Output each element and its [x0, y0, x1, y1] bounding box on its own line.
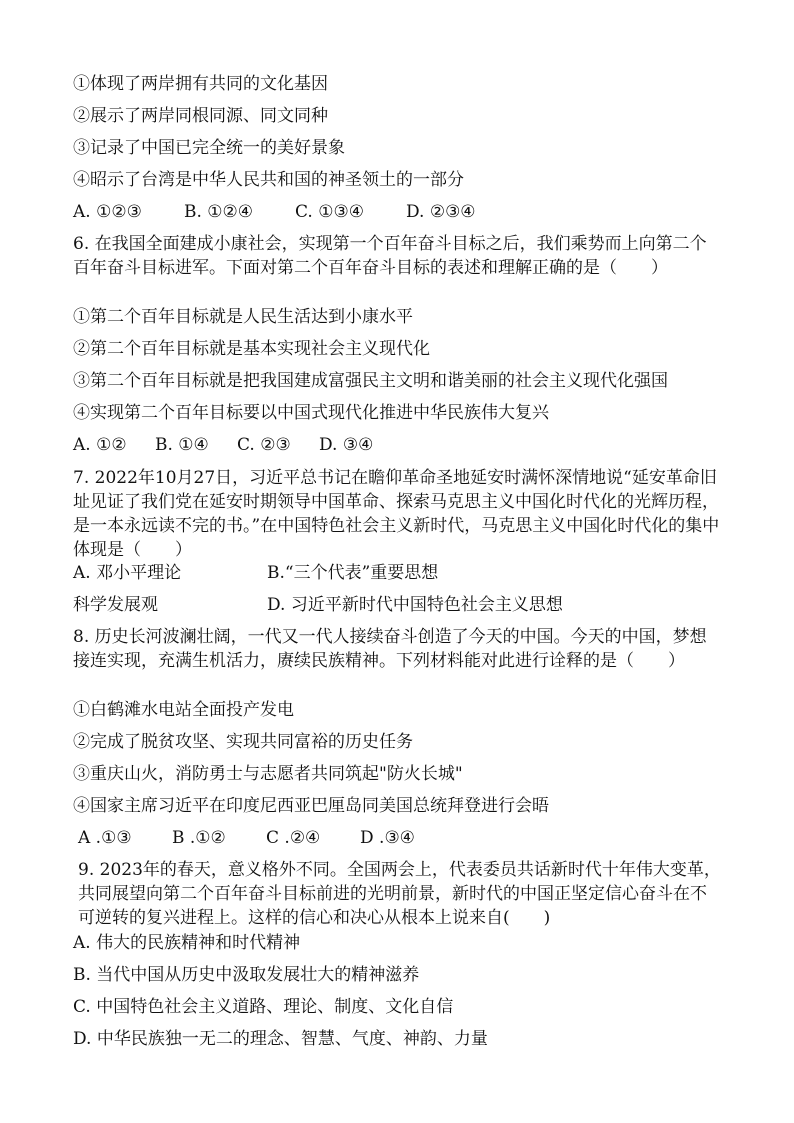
q6-option-d: D. ③④	[319, 435, 374, 455]
q6-statement-4: ④实现第二个百年目标要以中国式现代化推进中华民族伟大复兴	[73, 403, 549, 423]
q7-option-c: 科学发展观	[73, 595, 158, 615]
q6-option-a: A. ①②	[73, 435, 127, 455]
q5-statement-2: ②展示了两岸同根同源、同文同种	[73, 106, 328, 126]
q7-option-b: B.“三个代表”重要思想	[267, 563, 439, 583]
q8-statement-1: ①白鹤滩水电站全面投产发电	[73, 700, 294, 720]
q5-option-b: B. ①②④	[184, 202, 254, 222]
q7-option-a: A. 邓小平理论	[73, 563, 182, 583]
q6-option-c: C. ②③	[237, 435, 291, 455]
q5-statement-1: ①体现了两岸拥有共同的文化基因	[73, 74, 328, 94]
q6-statement-2: ②第二个百年目标就是基本实现社会主义现代化	[73, 339, 430, 359]
q8-option-d: D .③④	[360, 828, 415, 848]
q5-statement-4: ④昭示了台湾是中华人民共和国的神圣领土的一部分	[73, 170, 464, 190]
q6-statement-3: ③第二个百年目标就是把我国建成富强民主文明和谐美丽的社会主义现代化强国	[73, 371, 668, 391]
q9-option-a: A. 伟大的民族精神和时代精神	[73, 933, 301, 953]
q8-option-a: A .①③	[78, 828, 132, 848]
q5-options	[73, 201, 476, 223]
q5-option-d: D. ②③④	[406, 202, 476, 222]
q6-statement-1: ①第二个百年目标就是人民生活达到小康水平	[73, 307, 413, 327]
q8-options	[78, 827, 415, 849]
q8-statement-2: ②完成了脱贫攻坚、实现共同富裕的历史任务	[73, 732, 413, 752]
q5-option-c: C. ①③④	[295, 202, 364, 222]
q7-stem: 7. 2022年10月27日，习近平总书记在瞻仰革命圣地延安时满怀深情地说“延安革命旧址见证了我们党在延安时期领导中国革命、探索马克思主义中国化时代化的光辉历程，是一本永远读不完的书。”在中国特色社会主义新时代，马克思主义中国化时代化的集中体现是（ ）	[73, 468, 720, 560]
q9-option-d: D. 中华民族独一无二的理念、智慧、气度、神韵、力量	[73, 1029, 488, 1049]
q9-stem: 9. 2023年的春天，意义格外不同。全国两会上，代表委员共话新时代十年伟大变革，共同展望向第二个百年奋斗目标前进的光明前景，新时代的中国正坚定信心奋斗在不可逆转的复兴进程上。这样的信心和决心从根本上说来自( )	[78, 860, 721, 928]
q8-statement-4: ④国家主席习近平在印度尼西亚巴厘岛同美国总统拜登进行会晤	[73, 796, 549, 816]
q6-options	[73, 434, 373, 456]
q6-stem: 6. 在我国全面建成小康社会，实现第一个百年奋斗目标之后，我们乘势而上向第二个百年奋斗目标进军。下面对第二个百年奋斗目标的表述和理解正确的是（ ）	[73, 234, 707, 278]
q9-option-c: C. 中国特色社会主义道路、理论、制度、文化自信	[73, 997, 454, 1017]
q7-option-d: D. 习近平新时代中国特色社会主义思想	[267, 595, 563, 615]
q8-option-c: C .②④	[266, 828, 321, 848]
q8-statement-3: ③重庆山火，消防勇士与志愿者共同筑起"防火长城"	[73, 764, 463, 784]
q8-option-b: B .①②	[172, 828, 226, 848]
q9-option-b: B. 当代中国从历史中汲取发展壮大的精神滋养	[73, 965, 420, 985]
q5-statement-3: ③记录了中国已完全统一的美好景象	[73, 138, 345, 158]
q8-stem: 8. 历史长河波澜壮阔，一代又一代人接续奋斗创造了今天的中国。今天的中国，梦想接连实现，充满生机活力，赓续民族精神。下列材料能对此进行诠释的是（ ）	[73, 627, 707, 671]
q5-option-a: A. ①②③	[73, 202, 142, 222]
q6-option-b: B. ①④	[155, 435, 209, 455]
